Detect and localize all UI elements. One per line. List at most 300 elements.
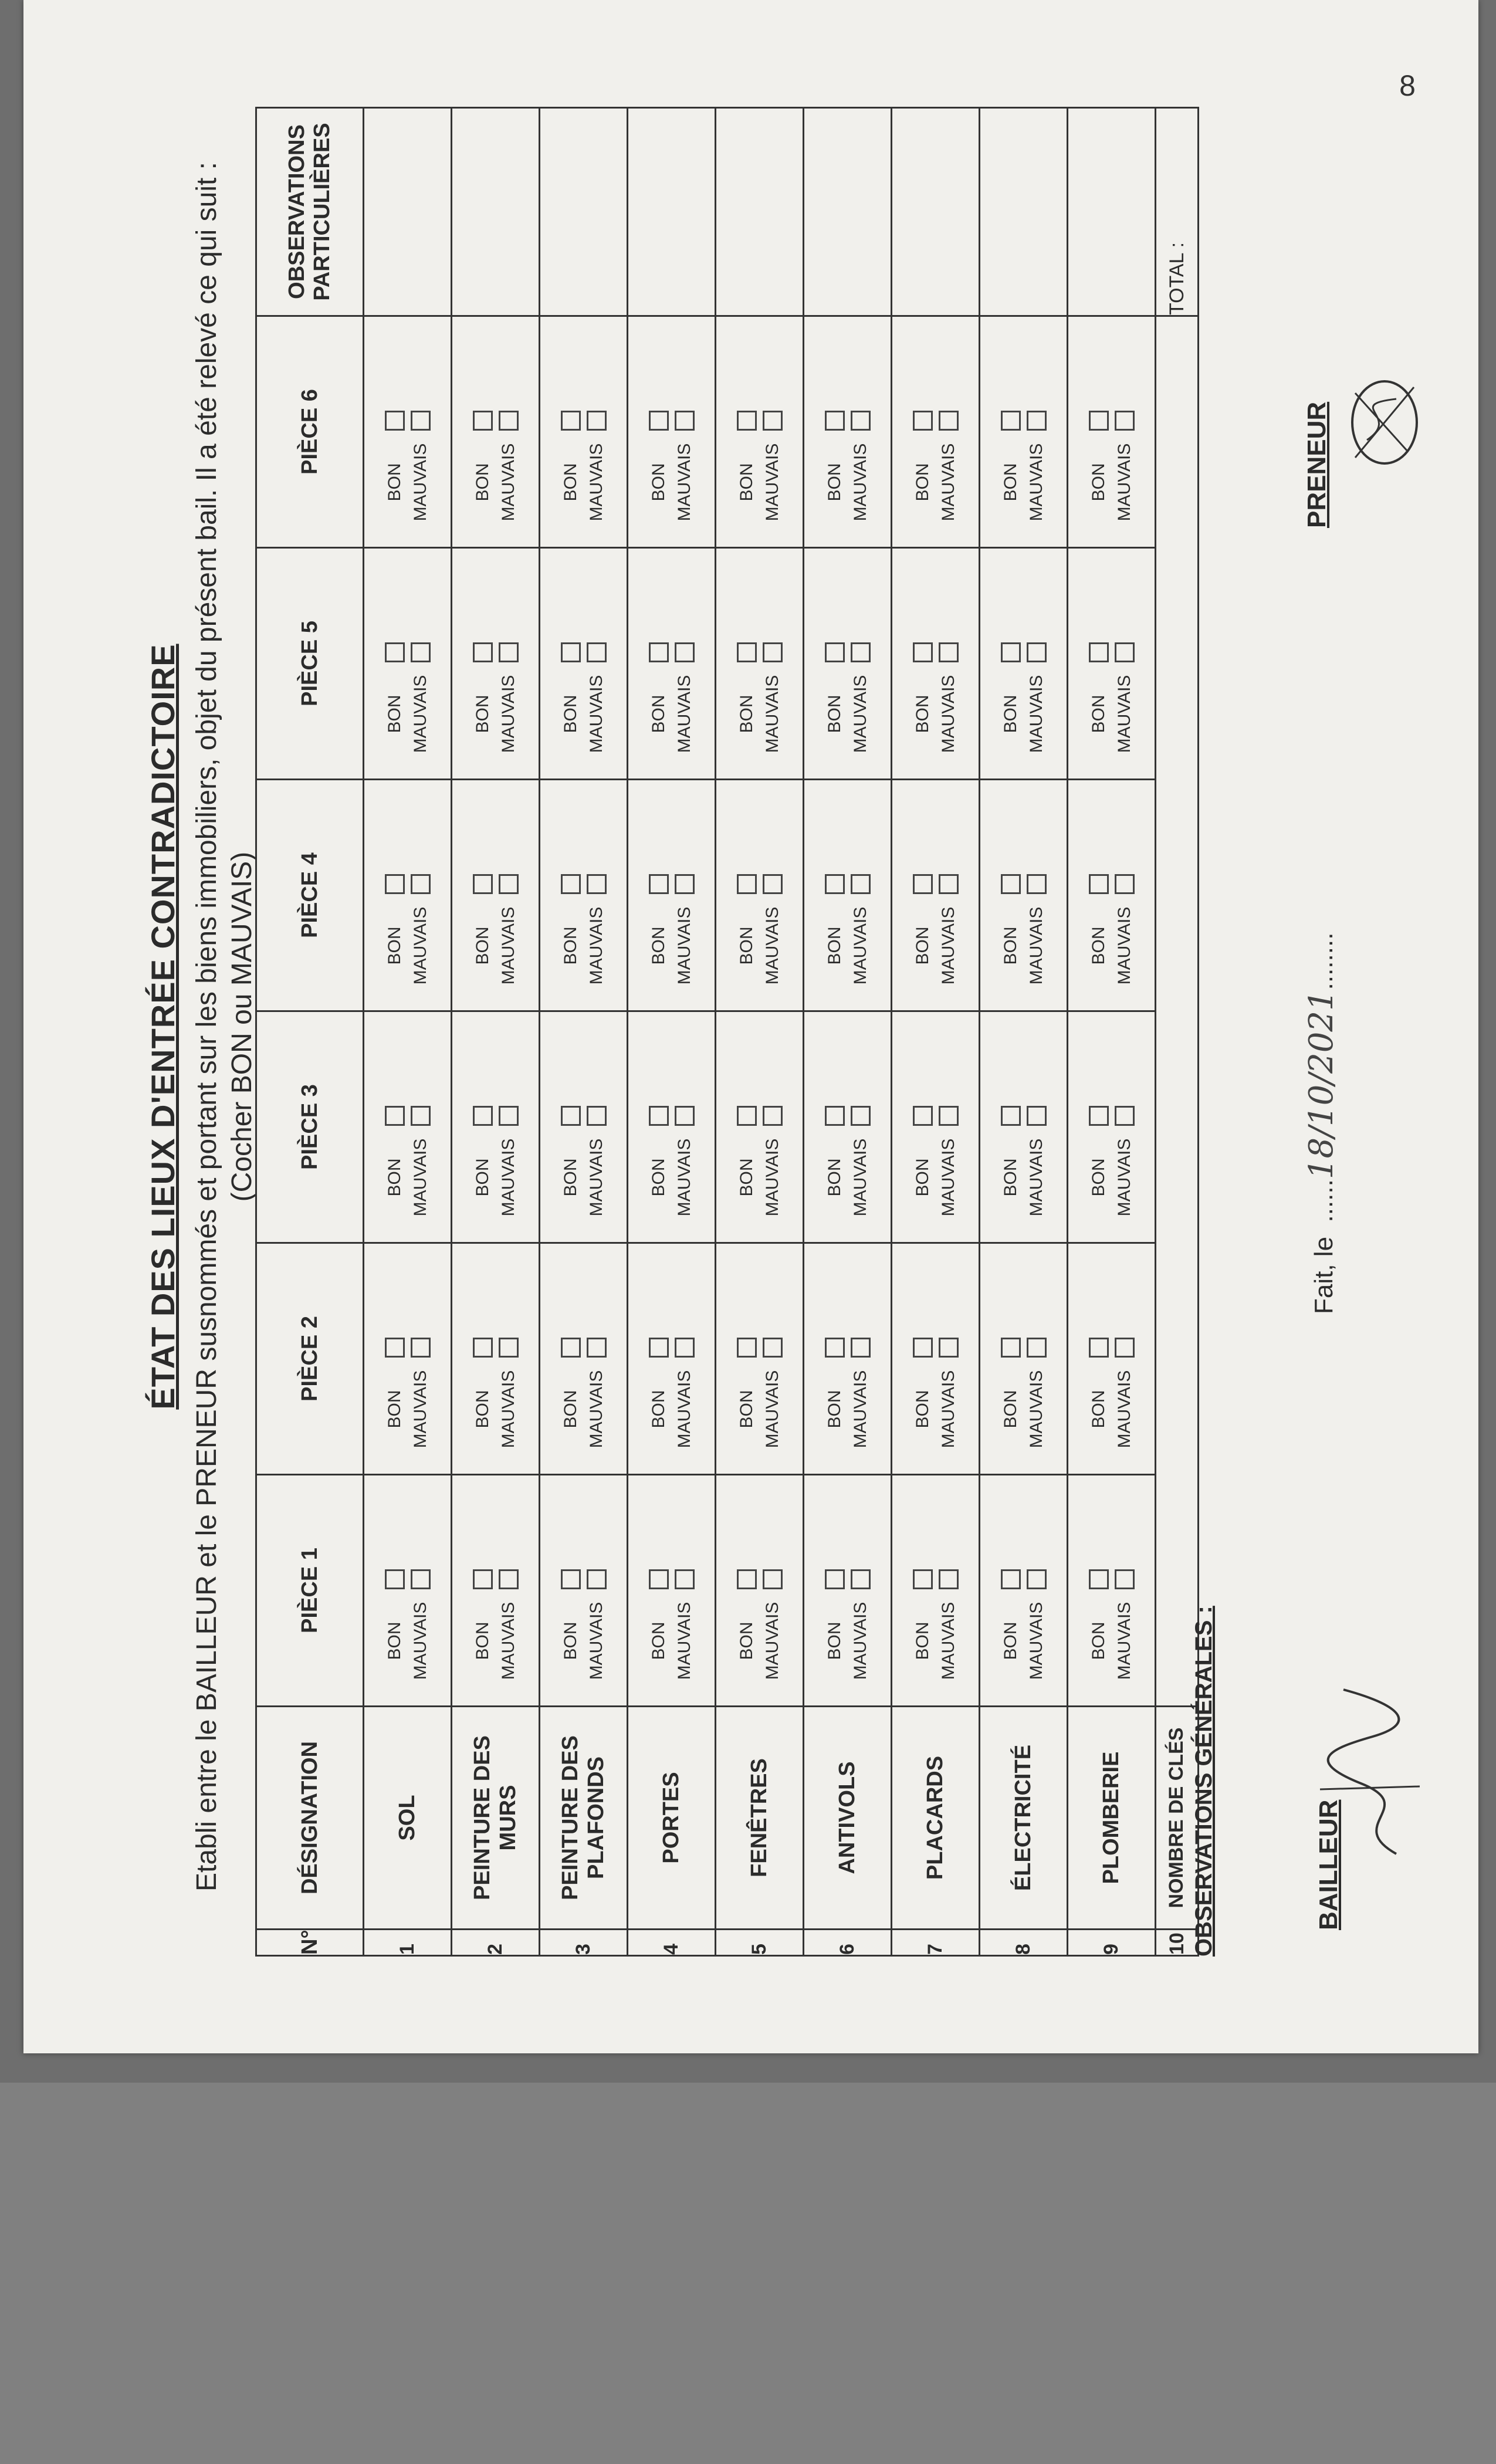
checkbox-good[interactable] [473, 1338, 493, 1358]
option-bad-label: MAUVAIS [586, 1370, 606, 1448]
observations-cell[interactable] [980, 108, 1068, 316]
checkbox-good[interactable] [385, 1106, 405, 1126]
option-good-label: BON [1088, 1622, 1108, 1660]
checkbox-good[interactable] [913, 411, 933, 431]
checkbox-good[interactable] [649, 1106, 669, 1126]
option-bad-label: MAUVAIS [410, 443, 430, 522]
checkbox-good[interactable] [385, 1338, 405, 1358]
option-bad [763, 1475, 783, 1688]
checkbox-good[interactable] [1089, 642, 1109, 662]
checkbox-bad[interactable] [851, 1338, 871, 1358]
option-bad [587, 317, 607, 529]
option-good-label: BON [648, 926, 668, 965]
piece-3-cell [364, 1011, 452, 1243]
checkbox-good[interactable] [473, 642, 493, 662]
piece-4-cell [892, 780, 980, 1011]
checkbox-good[interactable] [473, 1106, 493, 1126]
option-bad-label: MAUVAIS [938, 443, 958, 522]
option-bad-label: MAUVAIS [850, 906, 870, 985]
checkbox-good[interactable] [561, 874, 581, 894]
option-bad [675, 549, 695, 761]
checkbox-bad[interactable] [411, 1106, 431, 1126]
instruction-text: (Cocher BON ou MAUVAIS) [226, 851, 258, 1202]
checkbox-bad[interactable] [499, 1106, 519, 1126]
option-bad-label: MAUVAIS [1114, 1138, 1134, 1217]
checkbox-bad[interactable] [1027, 642, 1047, 662]
checkbox-good[interactable] [561, 1338, 581, 1358]
option-bad-label: MAUVAIS [586, 443, 606, 522]
checkbox-bad[interactable] [587, 1338, 607, 1358]
observations-cell[interactable] [1068, 108, 1156, 316]
option-bad [587, 1244, 607, 1456]
checkbox-good[interactable] [649, 874, 669, 894]
option-good-label: BON [824, 926, 844, 965]
checkbox-bad[interactable] [763, 1106, 783, 1126]
checkbox-good[interactable] [561, 1106, 581, 1126]
handwritten-date: 18/10/2021 [1302, 990, 1341, 1180]
observations-cell[interactable] [452, 108, 540, 316]
checkbox-good[interactable] [649, 642, 669, 662]
option-good-label: BON [1000, 1390, 1020, 1429]
checkbox-bad[interactable] [675, 1338, 695, 1358]
piece-1-cell [540, 1475, 628, 1707]
checkbox-bad[interactable] [499, 1569, 519, 1589]
checkbox-good[interactable] [737, 1569, 757, 1589]
checkbox-good[interactable] [737, 1338, 757, 1358]
option-bad-label: MAUVAIS [1026, 1370, 1046, 1448]
option-good [385, 317, 405, 529]
option-good-label: BON [560, 463, 580, 502]
option-bad [411, 549, 431, 761]
checkbox-good[interactable] [385, 642, 405, 662]
col-header-num: N° [256, 1930, 364, 1956]
option-bad [1027, 1012, 1047, 1224]
option-good-label: BON [736, 1622, 756, 1660]
option-bad [499, 1475, 519, 1688]
checkbox-bad[interactable] [939, 642, 959, 662]
checkbox-bad[interactable] [1115, 642, 1135, 662]
piece-5-cell [628, 548, 716, 780]
option-bad [939, 780, 959, 993]
option-bad [1115, 317, 1135, 529]
checkbox-good[interactable] [385, 411, 405, 431]
option-bad [411, 1244, 431, 1456]
observations-cell[interactable] [628, 108, 716, 316]
option-good [649, 1012, 669, 1224]
option-good-label: BON [648, 463, 668, 502]
row-number: 4 [628, 1930, 716, 1956]
checkbox-bad[interactable] [939, 411, 959, 431]
checkbox-good[interactable] [473, 411, 493, 431]
option-bad [675, 317, 695, 529]
checkbox-good[interactable] [913, 874, 933, 894]
col-header-piece-6: PIÈCE 6 [256, 316, 364, 548]
bailleur-label: BAILLEUR [1314, 1799, 1343, 1930]
option-good [1001, 1475, 1021, 1688]
checkbox-bad[interactable] [675, 1569, 695, 1589]
row-designation: ÉLECTRICITÉ [980, 1707, 1068, 1930]
checkbox-bad[interactable] [587, 1569, 607, 1589]
option-good [737, 1012, 757, 1224]
checkbox-good[interactable] [561, 642, 581, 662]
checkbox-good[interactable] [649, 1569, 669, 1589]
row-number: 5 [716, 1930, 804, 1956]
checkbox-bad[interactable] [1115, 411, 1135, 431]
checkbox-good[interactable] [1089, 1338, 1109, 1358]
option-bad-label: MAUVAIS [586, 675, 606, 753]
option-good-label: BON [824, 463, 844, 502]
checkbox-good[interactable] [1001, 411, 1021, 431]
checkbox-bad[interactable] [851, 411, 871, 431]
row-number: 10 [1156, 1930, 1199, 1956]
option-bad-label: MAUVAIS [1026, 1602, 1046, 1680]
option-good [561, 317, 581, 529]
option-good [385, 1244, 405, 1456]
option-good-label: BON [472, 463, 492, 502]
option-good-label: BON [472, 1158, 492, 1197]
piece-2-cell [628, 1243, 716, 1475]
option-bad-label: MAUVAIS [938, 675, 958, 753]
option-bad-label: MAUVAIS [674, 1602, 694, 1680]
option-bad-label: MAUVAIS [674, 1138, 694, 1217]
checkbox-bad[interactable] [411, 1569, 431, 1589]
row-number: 1 [364, 1930, 452, 1956]
piece-4-cell [1068, 780, 1156, 1011]
table-row [628, 108, 716, 1956]
option-bad [851, 317, 871, 529]
option-good [1089, 317, 1109, 529]
checkbox-bad[interactable] [587, 411, 607, 431]
option-bad [939, 1475, 959, 1688]
row-number: 2 [452, 1930, 540, 1956]
checkbox-good[interactable] [473, 1569, 493, 1589]
checkbox-good[interactable] [1001, 1569, 1021, 1589]
option-good [913, 1475, 933, 1688]
checkbox-good[interactable] [1001, 1338, 1021, 1358]
row-designation: PEINTURE DES PLAFONDS [540, 1707, 628, 1930]
checkbox-bad[interactable] [411, 874, 431, 894]
option-good-label: BON [384, 1158, 404, 1197]
option-bad-label: MAUVAIS [762, 1370, 782, 1448]
checkbox-bad[interactable] [763, 642, 783, 662]
option-bad-label: MAUVAIS [1114, 675, 1134, 753]
checkbox-good[interactable] [473, 874, 493, 894]
option-good-label: BON [912, 463, 932, 502]
observations-cell[interactable] [364, 108, 452, 316]
option-good-label: BON [1088, 463, 1108, 502]
option-good-label: BON [1088, 1158, 1108, 1197]
checkbox-good[interactable] [737, 411, 757, 431]
checkbox-good[interactable] [1001, 642, 1021, 662]
checkbox-bad[interactable] [851, 642, 871, 662]
option-good-label: BON [736, 926, 756, 965]
option-bad [411, 317, 431, 529]
option-bad [1027, 317, 1047, 529]
option-good [649, 1244, 669, 1456]
checkbox-bad[interactable] [499, 874, 519, 894]
checkbox-good[interactable] [913, 1106, 933, 1126]
piece-1-cell [804, 1475, 892, 1707]
checkbox-good[interactable] [825, 1569, 845, 1589]
piece-6-cell [892, 316, 980, 548]
checkbox-good[interactable] [1001, 1106, 1021, 1126]
option-bad [939, 317, 959, 529]
preneur-label: PRENEUR [1302, 401, 1331, 528]
piece-1-cell [892, 1475, 980, 1707]
checkbox-bad[interactable] [675, 411, 695, 431]
piece-1-cell [1068, 1475, 1156, 1707]
option-good-label: BON [736, 695, 756, 733]
option-bad [587, 549, 607, 761]
option-bad-label: MAUVAIS [850, 1138, 870, 1217]
checkbox-good[interactable] [1089, 1106, 1109, 1126]
option-good-label: BON [472, 1622, 492, 1660]
option-bad [1027, 1244, 1047, 1456]
option-good-label: BON [912, 1158, 932, 1197]
option-bad [411, 1475, 431, 1688]
checkbox-bad[interactable] [939, 1106, 959, 1126]
checkbox-bad[interactable] [763, 874, 783, 894]
row-designation: PEINTURE DES MURS [452, 1707, 540, 1930]
checkbox-bad[interactable] [763, 411, 783, 431]
checkbox-bad[interactable] [1115, 874, 1135, 894]
option-bad-label: MAUVAIS [938, 1138, 958, 1217]
piece-6-cell [804, 316, 892, 548]
checkbox-good[interactable] [825, 1106, 845, 1126]
table-row [540, 108, 628, 1956]
piece-3-cell [716, 1011, 804, 1243]
option-good [473, 1475, 493, 1688]
option-bad-label: MAUVAIS [498, 675, 518, 753]
checkbox-bad[interactable] [939, 874, 959, 894]
option-bad [499, 549, 519, 761]
option-good-label: BON [560, 695, 580, 733]
checkbox-bad[interactable] [675, 1106, 695, 1126]
checkbox-good[interactable] [913, 642, 933, 662]
option-good [1001, 780, 1021, 993]
option-good [825, 780, 845, 993]
option-good [737, 780, 757, 993]
piece-4-cell [452, 780, 540, 1011]
option-good-label: BON [1000, 695, 1020, 733]
checkbox-good[interactable] [737, 642, 757, 662]
option-bad-label: MAUVAIS [850, 443, 870, 522]
option-bad-label: MAUVAIS [586, 906, 606, 985]
option-good [737, 1475, 757, 1688]
checkbox-bad[interactable] [411, 642, 431, 662]
option-bad [851, 780, 871, 993]
checkbox-good[interactable] [649, 411, 669, 431]
piece-2-cell [452, 1243, 540, 1475]
piece-2-cell [1068, 1243, 1156, 1475]
checkbox-bad[interactable] [411, 411, 431, 431]
col-header-piece-3: PIÈCE 3 [256, 1011, 364, 1243]
observations-generales-label: OBSERVATIONS GÉNÉRALES : [1191, 1606, 1217, 1957]
checkbox-good[interactable] [561, 1569, 581, 1589]
option-bad [1115, 1244, 1135, 1456]
option-good [825, 1244, 845, 1456]
option-good [385, 549, 405, 761]
option-bad-label: MAUVAIS [762, 443, 782, 522]
keys-count-cell[interactable] [1156, 316, 1199, 1707]
option-bad [675, 1012, 695, 1224]
option-good-label: BON [1000, 1158, 1020, 1197]
piece-3-cell [980, 1011, 1068, 1243]
option-bad [851, 1012, 871, 1224]
checkbox-bad[interactable] [587, 642, 607, 662]
option-bad-label: MAUVAIS [410, 1602, 430, 1680]
piece-4-cell [364, 780, 452, 1011]
piece-6-cell [716, 316, 804, 548]
option-good-label: BON [824, 1622, 844, 1660]
option-bad [763, 780, 783, 993]
checkbox-bad[interactable] [1027, 1106, 1047, 1126]
option-bad-label: MAUVAIS [410, 1138, 430, 1217]
option-bad-label: MAUVAIS [674, 906, 694, 985]
piece-4-cell [980, 780, 1068, 1011]
checkbox-good[interactable] [649, 1338, 669, 1358]
option-good-label: BON [560, 1622, 580, 1660]
checkbox-good[interactable] [1089, 874, 1109, 894]
option-good-label: BON [648, 1390, 668, 1429]
checkbox-bad[interactable] [1027, 874, 1047, 894]
table-row [452, 108, 540, 1956]
option-bad-label: MAUVAIS [674, 1370, 694, 1448]
col-header-piece-1: PIÈCE 1 [256, 1475, 364, 1707]
checkbox-bad[interactable] [1027, 411, 1047, 431]
option-bad [1027, 1475, 1047, 1688]
table-row [980, 108, 1068, 1956]
option-good-label: BON [736, 1390, 756, 1429]
piece-5-cell [452, 548, 540, 780]
checkbox-bad[interactable] [1027, 1569, 1047, 1589]
checkbox-good[interactable] [737, 1106, 757, 1126]
option-bad [763, 549, 783, 761]
option-bad [1027, 549, 1047, 761]
row-number: 8 [980, 1930, 1068, 1956]
option-good [385, 1475, 405, 1688]
option-good [737, 1244, 757, 1456]
checkbox-good[interactable] [385, 874, 405, 894]
checkbox-good[interactable] [1089, 411, 1109, 431]
checkbox-bad[interactable] [1115, 1569, 1135, 1589]
checkbox-good[interactable] [1089, 1569, 1109, 1589]
piece-6-cell [540, 316, 628, 548]
observations-cell[interactable] [540, 108, 628, 316]
checkbox-good[interactable] [561, 411, 581, 431]
option-bad-label: MAUVAIS [762, 1602, 782, 1680]
option-good-label: BON [1000, 926, 1020, 965]
checkbox-bad[interactable] [1027, 1338, 1047, 1358]
option-good [1089, 780, 1109, 993]
option-good-label: BON [384, 463, 404, 502]
checkbox-bad[interactable] [851, 1106, 871, 1126]
rotated-content [23, 0, 1478, 2053]
checkbox-good[interactable] [825, 874, 845, 894]
option-good [561, 1244, 581, 1456]
checkbox-good[interactable] [1001, 874, 1021, 894]
checkbox-good[interactable] [825, 642, 845, 662]
option-bad [763, 317, 783, 529]
checkbox-bad[interactable] [763, 1569, 783, 1589]
piece-6-cell [1068, 316, 1156, 548]
option-good-label: BON [472, 926, 492, 965]
option-bad [587, 1012, 607, 1224]
checkbox-bad[interactable] [939, 1338, 959, 1358]
option-bad [1115, 1012, 1135, 1224]
checkbox-bad[interactable] [939, 1569, 959, 1589]
observations-cell[interactable] [804, 108, 892, 316]
option-good-label: BON [912, 1390, 932, 1429]
row-number: 7 [892, 1930, 980, 1956]
checkbox-bad[interactable] [763, 1338, 783, 1358]
checkbox-good[interactable] [737, 874, 757, 894]
option-good [561, 780, 581, 993]
checkbox-bad[interactable] [499, 411, 519, 431]
option-bad [587, 780, 607, 993]
option-bad-label: MAUVAIS [938, 1370, 958, 1448]
checkbox-bad[interactable] [587, 1106, 607, 1126]
checkbox-bad[interactable] [499, 1338, 519, 1358]
option-good [385, 1012, 405, 1224]
checkbox-good[interactable] [825, 411, 845, 431]
checkbox-good[interactable] [913, 1569, 933, 1589]
checkbox-bad[interactable] [499, 642, 519, 662]
checkbox-good[interactable] [385, 1569, 405, 1589]
piece-5-cell [716, 548, 804, 780]
piece-2-cell [892, 1243, 980, 1475]
option-bad-label: MAUVAIS [850, 1370, 870, 1448]
option-good-label: BON [736, 463, 756, 502]
option-bad [1115, 1475, 1135, 1688]
option-bad [1115, 780, 1135, 993]
piece-4-cell [804, 780, 892, 1011]
checkbox-bad[interactable] [587, 874, 607, 894]
col-header-observations: OBSERVATIONS PARTICULIÈRES [256, 108, 364, 316]
option-bad-label: MAUVAIS [938, 1602, 958, 1680]
col-header-piece-2: PIÈCE 2 [256, 1243, 364, 1475]
checkbox-bad[interactable] [675, 874, 695, 894]
option-bad [587, 1475, 607, 1688]
checkbox-bad[interactable] [851, 874, 871, 894]
checkbox-bad[interactable] [675, 642, 695, 662]
option-good [473, 780, 493, 993]
checkbox-good[interactable] [825, 1338, 845, 1358]
checkbox-bad[interactable] [1115, 1106, 1135, 1126]
checkbox-bad[interactable] [851, 1569, 871, 1589]
checkbox-bad[interactable] [1115, 1338, 1135, 1358]
option-good [649, 317, 669, 529]
observations-cell[interactable] [892, 108, 980, 316]
col-header-piece-4: PIÈCE 4 [256, 780, 364, 1011]
checkbox-good[interactable] [913, 1338, 933, 1358]
option-bad-label: MAUVAIS [498, 443, 518, 522]
option-good-label: BON [384, 1622, 404, 1660]
piece-2-cell [804, 1243, 892, 1475]
option-good [825, 1475, 845, 1688]
observations-cell[interactable] [716, 108, 804, 316]
option-bad [499, 1244, 519, 1456]
option-bad [1027, 780, 1047, 993]
option-good [649, 780, 669, 993]
option-bad-label: MAUVAIS [498, 1138, 518, 1217]
checkbox-bad[interactable] [411, 1338, 431, 1358]
option-good [473, 1012, 493, 1224]
keys-label: NOMBRE DE CLÉS [1156, 1707, 1199, 1930]
option-good-label: BON [824, 1158, 844, 1197]
row-number: 9 [1068, 1930, 1156, 1956]
option-good-label: BON [472, 1390, 492, 1429]
